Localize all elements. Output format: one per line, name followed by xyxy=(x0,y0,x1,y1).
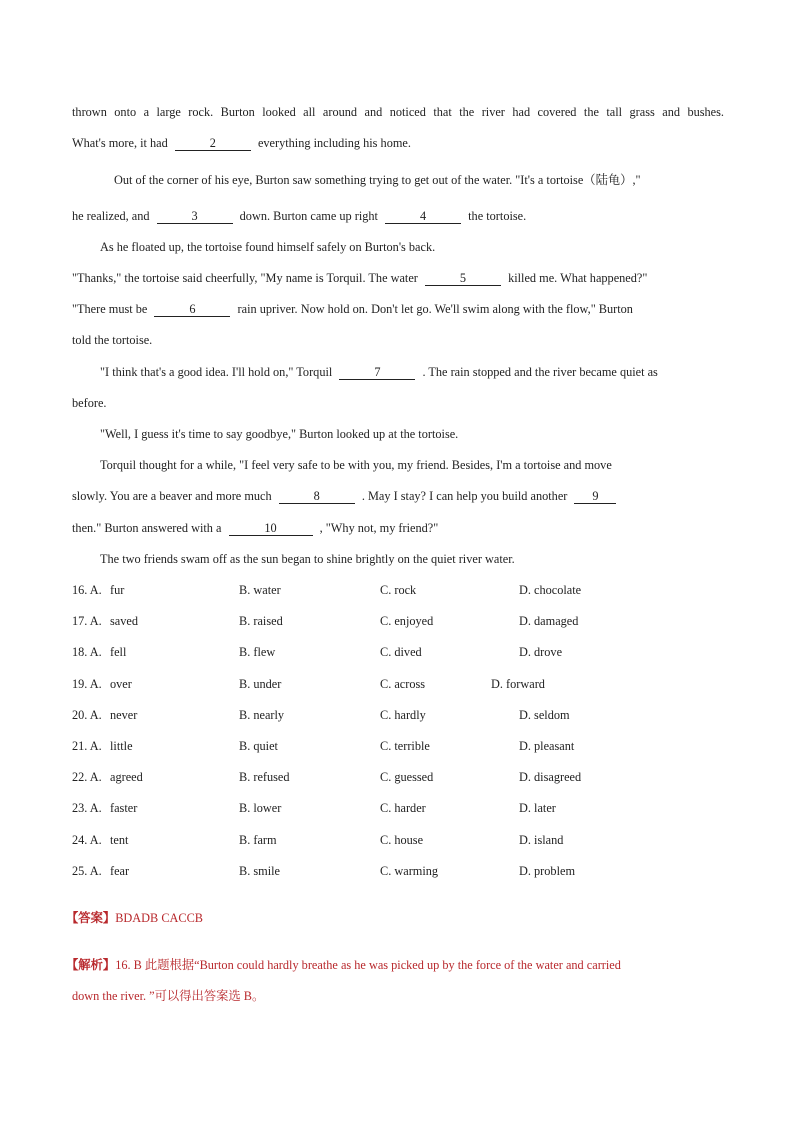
option-b: B. quiet xyxy=(239,739,278,753)
option-a: little xyxy=(110,739,133,753)
option-d: D. damaged xyxy=(519,614,579,628)
option-d: D. seldom xyxy=(519,708,570,722)
passage-text: then." Burton answered with a xyxy=(72,521,222,535)
option-c: C. harder xyxy=(380,801,426,815)
passage-text: before. xyxy=(72,396,107,410)
option-b: B. raised xyxy=(239,614,283,628)
passage-text: he realized, and xyxy=(72,209,150,223)
passage-line xyxy=(100,364,724,380)
option-b: B. farm xyxy=(239,833,277,847)
option-a: fell xyxy=(110,645,127,659)
passage-text: "Well, I guess it's time to say goodbye," Burton looked up at the tortoise. xyxy=(100,427,459,441)
blank-6: 6 xyxy=(154,303,230,317)
option-a: agreed xyxy=(110,770,143,784)
option-d: D. pleasant xyxy=(519,739,575,753)
analysis-line xyxy=(66,957,724,973)
option-c: C. terrible xyxy=(380,739,430,753)
passage-text: down. Burton came up right xyxy=(239,209,378,223)
passage-line xyxy=(72,488,724,504)
passage-line xyxy=(100,426,724,442)
passage-text: "I think that's a good idea. I'll hold on," Torquil xyxy=(100,365,333,379)
passage-text: everything including his home. xyxy=(257,136,411,150)
option-a: never xyxy=(110,708,138,722)
question-number: 22. A. xyxy=(72,770,102,784)
option-d: D. forward xyxy=(491,677,545,691)
passage-line xyxy=(72,520,724,536)
passage-text: What's more, it had xyxy=(72,136,168,150)
passage-text: killed me. What happened?" xyxy=(508,271,648,285)
question-number: 24. A. xyxy=(72,833,102,847)
option-b: B. smile xyxy=(239,864,280,878)
option-d: D. island xyxy=(519,833,564,847)
passage-line xyxy=(72,104,724,120)
option-b: B. refused xyxy=(239,770,290,784)
answer-label: 【答案】 xyxy=(66,911,116,925)
option-a: faster xyxy=(110,801,138,815)
passage-text: , "Why not, my friend?" xyxy=(319,521,439,535)
option-a: saved xyxy=(110,614,138,628)
option-b: B. lower xyxy=(239,801,282,815)
passage-text: . The rain stopped and the river became quiet as xyxy=(422,365,658,379)
question-number: 23. A. xyxy=(72,801,102,815)
passage-text: thrown onto a large rock. Burton looked all around and noticed that the river had covered the tall grass and bushes. xyxy=(72,105,724,119)
passage-line xyxy=(72,135,724,151)
passage-line xyxy=(72,332,724,348)
blank-2: 2 xyxy=(175,137,251,151)
passage-line xyxy=(72,270,724,286)
option-c: C. warming xyxy=(380,864,439,878)
option-c: C. enjoyed xyxy=(380,614,434,628)
option-b: B. water xyxy=(239,583,281,597)
option-d: D. later xyxy=(519,801,556,815)
passage-line xyxy=(72,301,724,317)
passage-text: "Thanks," the tortoise said cheerfully, "My name is Torquil. The water xyxy=(72,271,418,285)
option-c: C. across xyxy=(380,677,426,691)
question-number: 25. A. xyxy=(72,864,102,878)
blank-3: 3 xyxy=(157,210,233,224)
option-a: fur xyxy=(110,583,125,597)
question-number: 21. A. xyxy=(72,739,102,753)
question-number: 20. A. xyxy=(72,708,102,722)
question-number: 16. A. xyxy=(72,583,102,597)
passage-text: . May I stay? I can help you build another xyxy=(361,489,568,503)
analysis-label: 【解析】 xyxy=(66,958,116,972)
passage-text: Out of the corner of his eye, Burton saw something trying to get out of the water. "It's a tortoise（陆龟）," xyxy=(114,173,641,187)
answer-line xyxy=(66,910,724,926)
blank-7: 7 xyxy=(339,366,415,380)
option-a: over xyxy=(110,677,132,691)
option-b: B. flew xyxy=(239,645,276,659)
passage-text: "There must be xyxy=(72,302,148,316)
option-d: D. chocolate xyxy=(519,583,582,597)
question-number: 19. A. xyxy=(72,677,102,691)
passage-line xyxy=(100,551,724,567)
analysis-text: 16. B 此题根据“Burton could hardly breathe as he was picked up by the force of the water and carried xyxy=(115,958,621,972)
option-d: D. disagreed xyxy=(519,770,582,784)
question-number: 17. A. xyxy=(72,614,102,628)
passage-line xyxy=(72,395,724,411)
blank-4: 4 xyxy=(385,210,461,224)
passage-text: rain upriver. Now hold on. Don't let go. We'll swim along with the flow," Burton xyxy=(237,302,633,316)
option-d: D. problem xyxy=(519,864,576,878)
answer-value: BDADB CACCB xyxy=(115,911,204,925)
analysis-text: down the river. ”可以得出答案选 B。 xyxy=(72,989,265,1003)
question-number: 18. A. xyxy=(72,645,102,659)
passage-text: The two friends swam off as the sun began to shine brightly on the quiet river water. xyxy=(100,552,515,566)
blank-8: 8 xyxy=(279,490,355,504)
option-c: C. guessed xyxy=(380,770,434,784)
option-b: B. nearly xyxy=(239,708,285,722)
blank-5: 5 xyxy=(425,272,501,286)
option-c: C. rock xyxy=(380,583,417,597)
passage-line xyxy=(100,457,724,473)
option-a: tent xyxy=(110,833,129,847)
option-b: B. under xyxy=(239,677,282,691)
passage-text: slowly. You are a beaver and more much xyxy=(72,489,272,503)
blank-9: 9 xyxy=(574,490,616,504)
passage-text: As he floated up, the tortoise found himself safely on Burton's back. xyxy=(100,240,436,254)
passage-line xyxy=(72,208,724,224)
passage-text: Torquil thought for a while, "I feel very safe to be with you, my friend. Besides, I'm a tortoise and move xyxy=(100,458,612,472)
option-c: C. house xyxy=(380,833,424,847)
analysis-line xyxy=(72,988,724,1004)
passage-text: told the tortoise. xyxy=(72,333,153,347)
blank-10: 10 xyxy=(229,522,313,536)
option-d: D. drove xyxy=(519,645,563,659)
option-c: C. hardly xyxy=(380,708,426,722)
option-c: C. dived xyxy=(380,645,422,659)
passage-line xyxy=(100,239,724,255)
passage-line xyxy=(114,172,724,188)
option-a: fear xyxy=(110,864,130,878)
passage-text: the tortoise. xyxy=(468,209,527,223)
